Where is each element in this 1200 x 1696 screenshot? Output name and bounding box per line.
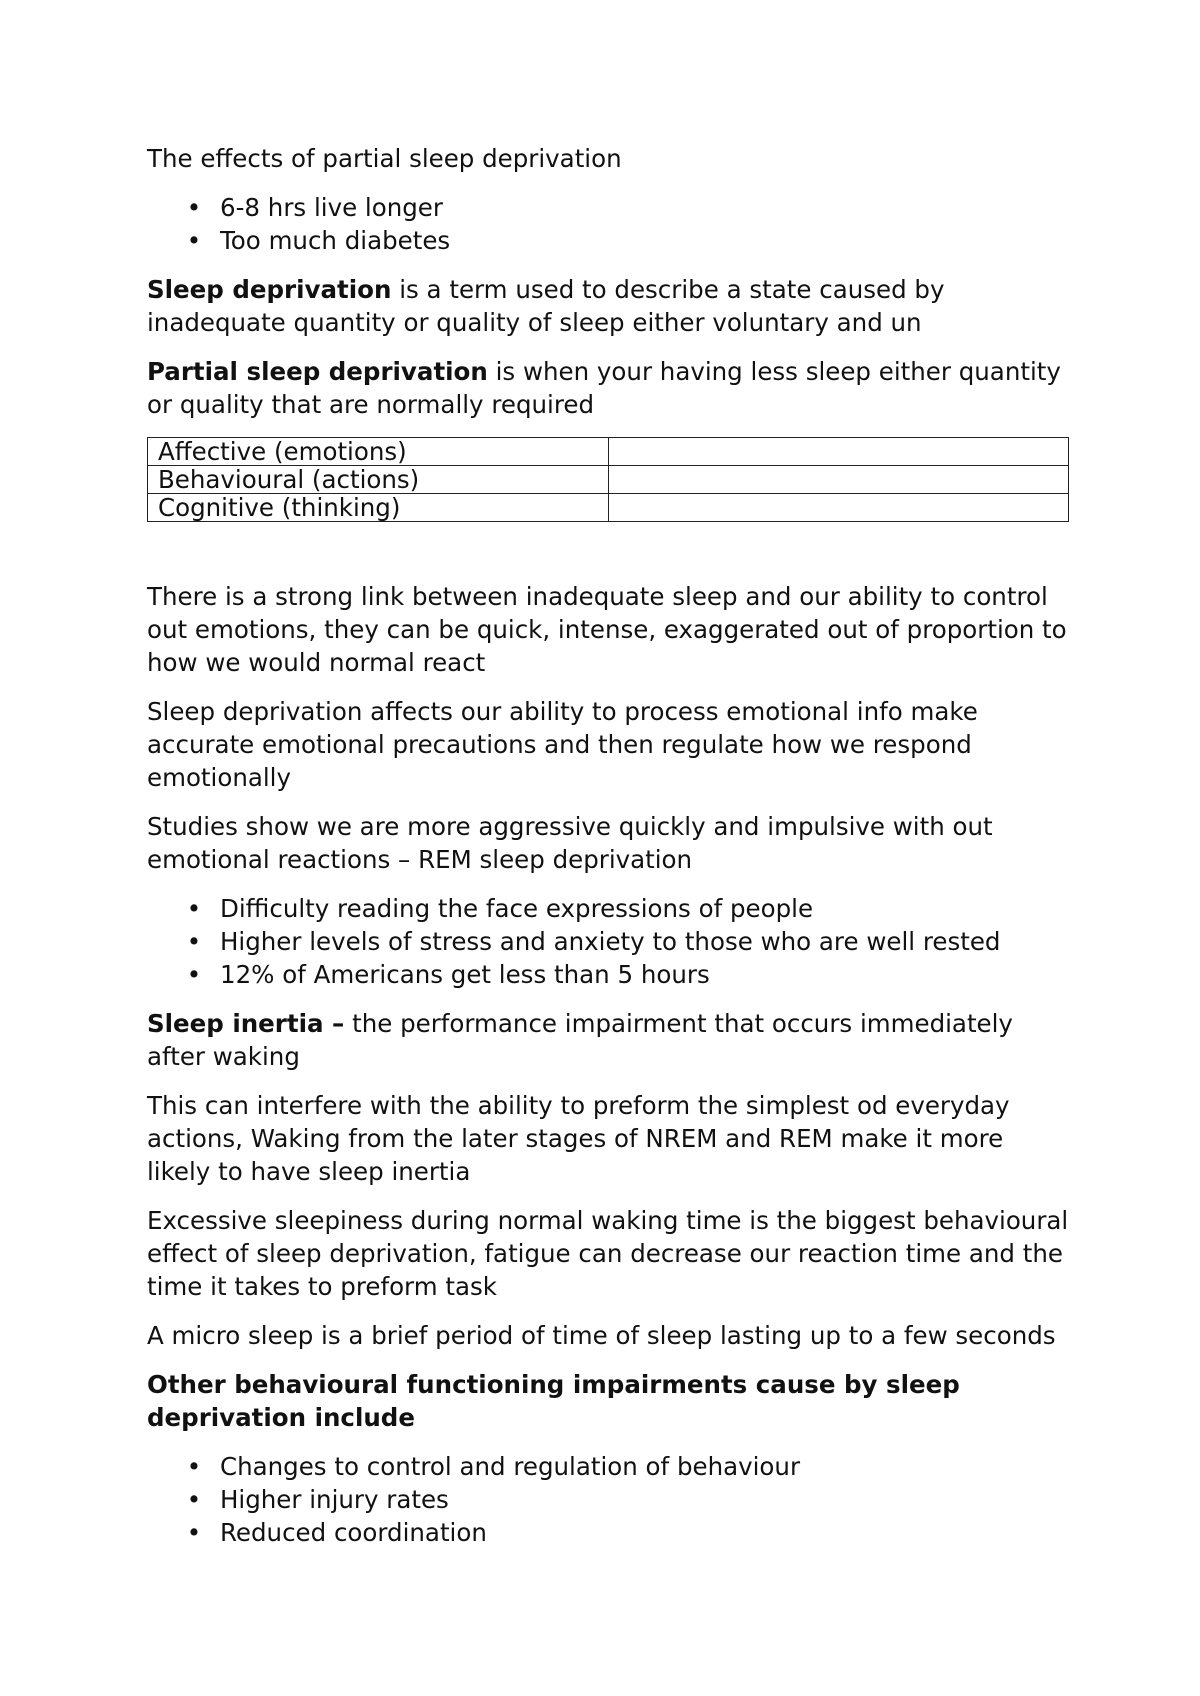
definition-text: is a term used to describe a state caused by inadequate quantity or quality of sleep either voluntary and un bbox=[147, 275, 945, 337]
list-item-text: Changes to control and regulation of behaviour bbox=[220, 1452, 801, 1481]
table-cell bbox=[608, 466, 1069, 494]
definition-term: Sleep deprivation bbox=[147, 275, 392, 304]
table-cell bbox=[608, 438, 1069, 466]
other-impairments-heading bbox=[147, 1368, 1072, 1434]
sleep-deprivation-definition bbox=[147, 273, 1072, 339]
paragraph-interference: This can interfere with the ability to preform the simplest od everyday actions, Waking from the later stages of NREM and REM make it more likely to have sleep inertia bbox=[147, 1091, 1010, 1186]
table-cell bbox=[608, 494, 1069, 522]
list-item-text: Reduced coordination bbox=[220, 1518, 487, 1547]
table-row bbox=[148, 438, 1069, 466]
list-item bbox=[147, 1450, 1072, 1483]
bullet-icon: • bbox=[186, 1485, 202, 1514]
list-item bbox=[147, 224, 1072, 257]
bullet-icon: • bbox=[186, 1452, 202, 1481]
paragraph-emotional-processing: Sleep deprivation affects our ability to process emotional info make accurate emotional precautions and then regulate how we respond emotionally bbox=[147, 697, 978, 792]
bullet-icon: • bbox=[186, 226, 202, 255]
definition-term: Sleep inertia – bbox=[147, 1009, 345, 1038]
list-item-text: 12% of Americans get less than 5 hours bbox=[220, 960, 710, 989]
paragraph-studies: Studies show we are more aggressive quickly and impulsive with out emotional reactions – REM sleep deprivation bbox=[147, 812, 993, 874]
partial-sleep-deprivation-definition bbox=[147, 355, 1072, 421]
table-cell: Behavioural (actions) bbox=[148, 466, 609, 494]
definition-text: is when your having less sleep either quantity or quality that are normally required bbox=[147, 357, 1061, 419]
list-item-text: 6-8 hrs live longer bbox=[220, 193, 443, 222]
paragraph-emotion-link: There is a strong link between inadequate sleep and our ability to control out emotions, they can be quick, intense, exaggerated out of proportion to how we would normal react bbox=[147, 582, 1067, 677]
bullet-icon: • bbox=[186, 894, 202, 923]
list-item-text: Difficulty reading the face expressions of people bbox=[220, 894, 814, 923]
list-item bbox=[147, 958, 1072, 991]
effects-table bbox=[147, 437, 1069, 522]
list-item-text: Higher injury rates bbox=[220, 1485, 449, 1514]
table-row bbox=[148, 494, 1069, 522]
paragraph-excessive-sleepiness: Excessive sleepiness during normal waking time is the biggest behavioural effect of sleep deprivation, fatigue can decrease our reaction time and the time it takes to preform task bbox=[147, 1206, 1069, 1301]
sleep-inertia-definition bbox=[147, 1007, 1072, 1073]
document-heading: The effects of partial sleep deprivation bbox=[147, 144, 622, 173]
definition-text: the performance impairment that occurs immediately after waking bbox=[147, 1009, 1013, 1071]
bullet-icon: • bbox=[186, 927, 202, 956]
table-cell: Cognitive (thinking) bbox=[148, 494, 609, 522]
intro-bullet-list bbox=[147, 191, 1072, 257]
table-cell: Affective (emotions) bbox=[148, 438, 609, 466]
list-item bbox=[147, 191, 1072, 224]
other-impairments-list bbox=[147, 1450, 1072, 1549]
document-body bbox=[147, 142, 1072, 1565]
list-item bbox=[147, 892, 1072, 925]
list-item bbox=[147, 1516, 1072, 1549]
list-item bbox=[147, 925, 1072, 958]
list-item bbox=[147, 1483, 1072, 1516]
bold-heading-text: Other behavioural functioning impairments cause by sleep deprivation include bbox=[147, 1370, 960, 1432]
bullet-icon: • bbox=[186, 960, 202, 989]
definition-term: Partial sleep deprivation bbox=[147, 357, 488, 386]
studies-bullet-list bbox=[147, 892, 1072, 991]
table-row bbox=[148, 466, 1069, 494]
bullet-icon: • bbox=[186, 193, 202, 222]
list-item-text: Higher levels of stress and anxiety to those who are well rested bbox=[220, 927, 1001, 956]
bullet-icon: • bbox=[186, 1518, 202, 1547]
list-item-text: Too much diabetes bbox=[220, 226, 451, 255]
paragraph-micro-sleep: A micro sleep is a brief period of time of sleep lasting up to a few seconds bbox=[147, 1321, 1056, 1350]
